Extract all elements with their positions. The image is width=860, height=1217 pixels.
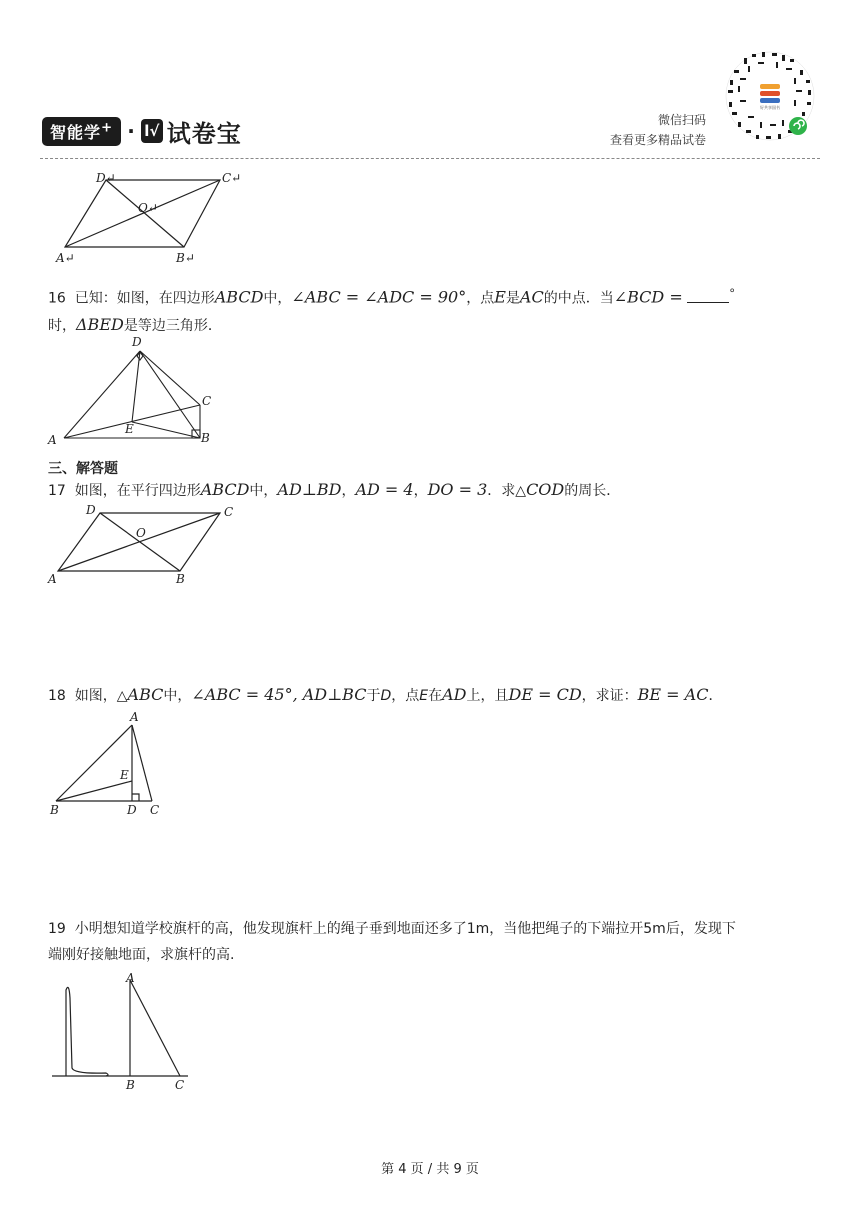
q16-text-3: ，点	[466, 290, 495, 307]
fig19-label-a: A	[126, 971, 135, 985]
q18-text-7: ，求证：	[581, 688, 638, 704]
q18-text-8: ．	[708, 688, 723, 704]
q16-text-2: 中，	[263, 290, 292, 307]
brand-logo	[42, 117, 242, 148]
fig16-label-c: C	[202, 394, 212, 408]
fig15-label-a: A↵	[56, 251, 75, 265]
fig16-label-a: A	[48, 433, 57, 447]
q19-text-2: 端刚好接触地面，求旗杆的高.	[48, 947, 235, 963]
fig17-label-b: B	[176, 572, 185, 586]
q16-math-1: ABCD	[214, 287, 264, 307]
q17-text-2: 中，	[249, 483, 278, 499]
scan-hint	[610, 110, 706, 150]
q17-math-4: DO = 3	[427, 480, 488, 499]
q16-math-6: ΔBED	[76, 314, 124, 334]
qr-code-icon[interactable]	[724, 50, 816, 142]
q18-math-5: AD	[442, 685, 467, 704]
figure-q19	[44, 968, 204, 1098]
shijuanbao-logo-icon: l√	[141, 119, 163, 143]
q17-math-1: ABCD	[200, 480, 250, 499]
fig18-label-d: D	[127, 803, 137, 817]
fig15-label-b: B↵	[176, 251, 195, 265]
q16-math-3: E	[494, 287, 506, 307]
question-17	[48, 477, 818, 504]
q18-text-1: 如图，△	[74, 688, 128, 704]
question-19	[48, 916, 818, 968]
section-heading-3: 三、解答题	[48, 461, 118, 477]
question-16	[48, 280, 818, 339]
fig17-label-d: D	[86, 503, 96, 517]
fig19-label-c: C	[175, 1078, 185, 1092]
q18-text-4: ，点	[391, 688, 420, 704]
fig18-label-b: B	[50, 803, 59, 817]
fig18-label-a: A	[130, 710, 139, 724]
fig15-label-o: O↵	[138, 201, 158, 215]
page-number: 第 4 页 / 共 9 页	[381, 1162, 479, 1177]
header-divider	[40, 158, 820, 159]
q17-text-6: 的周长．	[564, 483, 621, 499]
q17-text-5: ．求△	[487, 483, 527, 499]
fig17-label-o: O	[136, 526, 146, 540]
figure-q16	[44, 332, 224, 452]
q18-math-3: D	[380, 688, 392, 704]
fig18-label-c: C	[150, 803, 160, 817]
q16-text-5: 的中点．当	[543, 290, 614, 307]
q17-text-4: ，	[413, 483, 428, 499]
brand-separator: ·	[127, 119, 135, 143]
q17-math-5: COD	[526, 480, 565, 499]
q17-math-2: AD⊥BD	[277, 480, 342, 499]
q18-text-6: 上，且	[466, 688, 509, 704]
q18-text-5: 在	[428, 688, 443, 704]
q16-text-7: 是等边三角形．	[123, 317, 222, 334]
figure-q18	[44, 708, 174, 823]
q18-text-2: 中，	[163, 688, 192, 704]
q16-degree: °	[729, 286, 736, 300]
q18-math-4: E	[419, 688, 429, 704]
fig19-label-b: B	[126, 1078, 135, 1092]
q17-text-3: ，	[341, 483, 356, 499]
q16-math-5: ∠BCD =	[613, 287, 683, 307]
q16-math-4: AC	[519, 287, 544, 307]
scan-hint-line2: 查看更多精品试卷	[609, 133, 706, 147]
q19-number: 19	[48, 921, 66, 937]
figure-q15	[50, 165, 250, 270]
question-18	[48, 682, 818, 709]
scan-hint-line1: 微信扫码	[657, 113, 706, 127]
q18-math-6: DE = CD	[508, 685, 582, 704]
q16-text-1: 已知：如图，在四边形	[74, 290, 215, 307]
q18-number: 18	[48, 688, 66, 704]
q17-text-1: 如图，在平行四边形	[74, 483, 201, 499]
qr-caption: 好共享国书	[760, 105, 780, 110]
q16-number: 16	[48, 290, 66, 307]
fig15-label-d: D↵	[96, 171, 116, 185]
figure-q17	[44, 503, 244, 588]
fig16-label-e: E	[125, 422, 134, 436]
q17-number: 17	[48, 483, 66, 499]
q17-math-3: AD = 4	[355, 480, 414, 499]
q18-math-2: ∠ABC = 45°, AD⊥BC	[191, 685, 367, 704]
fig17-label-c: C	[224, 505, 234, 519]
fig18-label-e: E	[120, 768, 129, 782]
brand-name: 试卷宝	[166, 119, 242, 148]
q18-text-3: 于	[366, 688, 381, 704]
q16-answer-blank[interactable]	[687, 288, 729, 303]
q19-text-1: 小明想知道学校旗杆的高，他发现旗杆上的绳子垂到地面还多了1m，当他把绳子的下端拉开5m后，发现下	[74, 921, 736, 937]
q16-text-4: 是	[505, 290, 520, 307]
fig16-label-d: D	[132, 335, 142, 349]
fig17-label-a: A	[48, 572, 57, 586]
q18-math-1: ABC	[127, 685, 164, 704]
q16-text-6: 时，	[48, 317, 76, 334]
q16-math-2: ∠ABC = ∠ADC = 90°	[291, 287, 467, 307]
fig15-label-c: C↵	[222, 171, 242, 185]
brand-zhinengxue: 智能学+	[42, 117, 121, 146]
q18-math-7: BE = AC	[637, 685, 709, 704]
fig16-label-b: B	[201, 431, 210, 445]
